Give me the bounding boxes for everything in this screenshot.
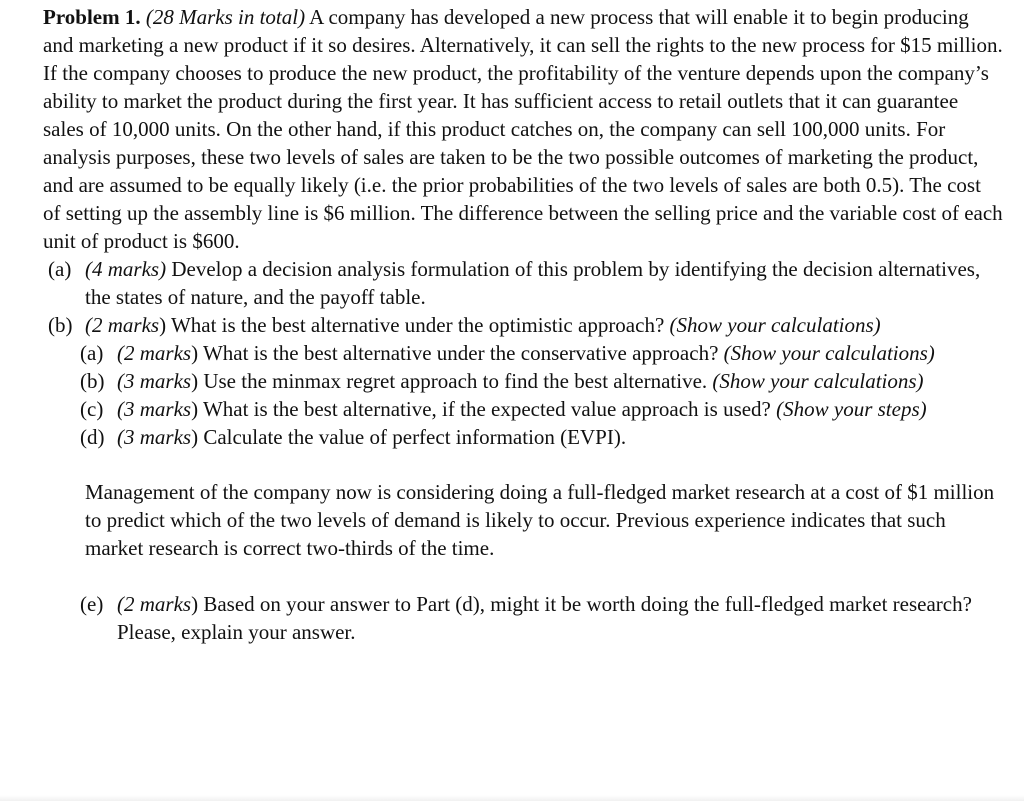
subpart-b-text: Use the minmax regret approach to find the best alternative. (198, 369, 713, 393)
part-b-text: What is the best alternative under the optimistic approach? (166, 313, 670, 337)
subpart-c (43, 395, 1003, 423)
subpart-b (43, 367, 1003, 395)
subpart-c-marks-close: ) (191, 397, 199, 421)
part-a-marks: (4 marks) (85, 257, 167, 281)
part-a-text: Develop a decision analysis formulation of this problem by identifying the decision alternatives, the states of nature, and the payoff table. (85, 257, 981, 309)
subpart-b-label: (b) (80, 369, 105, 393)
subpart-b-marks-close: ) (191, 369, 199, 393)
part-a (43, 255, 1003, 311)
part-e-marks: (2 marks (117, 592, 192, 616)
part-e-text: Based on your answer to Part (d), might it be worth doing the full-fledged market research? Please, explain your answer. (117, 592, 972, 644)
subpart-c-text: What is the best alternative, if the expected value approach is used? (198, 397, 777, 421)
subpart-a-marks-close: ) (191, 341, 199, 365)
problem-label: Problem 1. (43, 5, 141, 29)
problem-intro-text: A company has developed a new process that will enable it to begin producing and marketing a new product if it so desires. Alternatively, it can sell the rights to the new process for $15 million. If the company chooses to produce the new product, the profitability of the venture depends upon the company’s ability to market the product during the first year. It has sufficient access to retail outlets that it can guarantee sales of 10,000 units. On the other hand, if this product catches on, the company can sell 100,000 units. For analysis purposes, these two levels of sales are taken to be the two possible outcomes of marketing the product, and are assumed to be equally likely (i.e. the prior probabilities of the two levels of sales are both 0.5). The cost of setting up the assembly line is $6 million. The difference between the selling price and the variable cost of each unit of product is $600. (43, 5, 1003, 253)
subpart-a (43, 339, 1003, 367)
subpart-a-marks: (2 marks (117, 341, 192, 365)
subpart-d-marks-close: ) (191, 425, 199, 449)
part-a-label: (a) (48, 257, 72, 281)
part-e-marks-close: ) (191, 592, 199, 616)
part-b-label: (b) (48, 313, 73, 337)
subpart-c-marks: (3 marks (117, 397, 192, 421)
subpart-a-text: What is the best alternative under the conservative approach? (198, 341, 724, 365)
part-b (43, 311, 1003, 339)
problem-intro (43, 3, 1003, 255)
part-b-note: (Show your calculations) (669, 313, 881, 337)
subpart-a-label: (a) (80, 341, 104, 365)
problem-total-marks: (28 Marks in total) (145, 5, 306, 29)
subpart-b-marks: (3 marks (117, 369, 192, 393)
part-b-marks: (2 marks (85, 313, 160, 337)
subpart-d-text: Calculate the value of perfect information (EVPI). (198, 425, 627, 449)
subpart-d (43, 423, 1003, 451)
page-bottom-shade (0, 795, 1024, 801)
part-e-label: (e) (80, 592, 104, 616)
subpart-d-label: (d) (80, 425, 105, 449)
subpart-c-note: (Show your steps) (776, 397, 927, 421)
problem-document (43, 3, 1003, 646)
subpart-b-note: (Show your calculations) (712, 369, 924, 393)
section-gap (43, 562, 1003, 590)
subpart-d-marks: (3 marks (117, 425, 192, 449)
part-e (43, 590, 1003, 646)
subpart-c-label: (c) (80, 397, 104, 421)
management-paragraph: Management of the company now is considering doing a full-fledged market research at a cost of $1 million to predict which of the two levels of demand is likely to occur. Previous experience indicates that such market research is correct two-thirds of the time. (85, 480, 995, 560)
part-b-marks-close: ) (159, 313, 167, 337)
subpart-a-note: (Show your calculations) (723, 341, 935, 365)
